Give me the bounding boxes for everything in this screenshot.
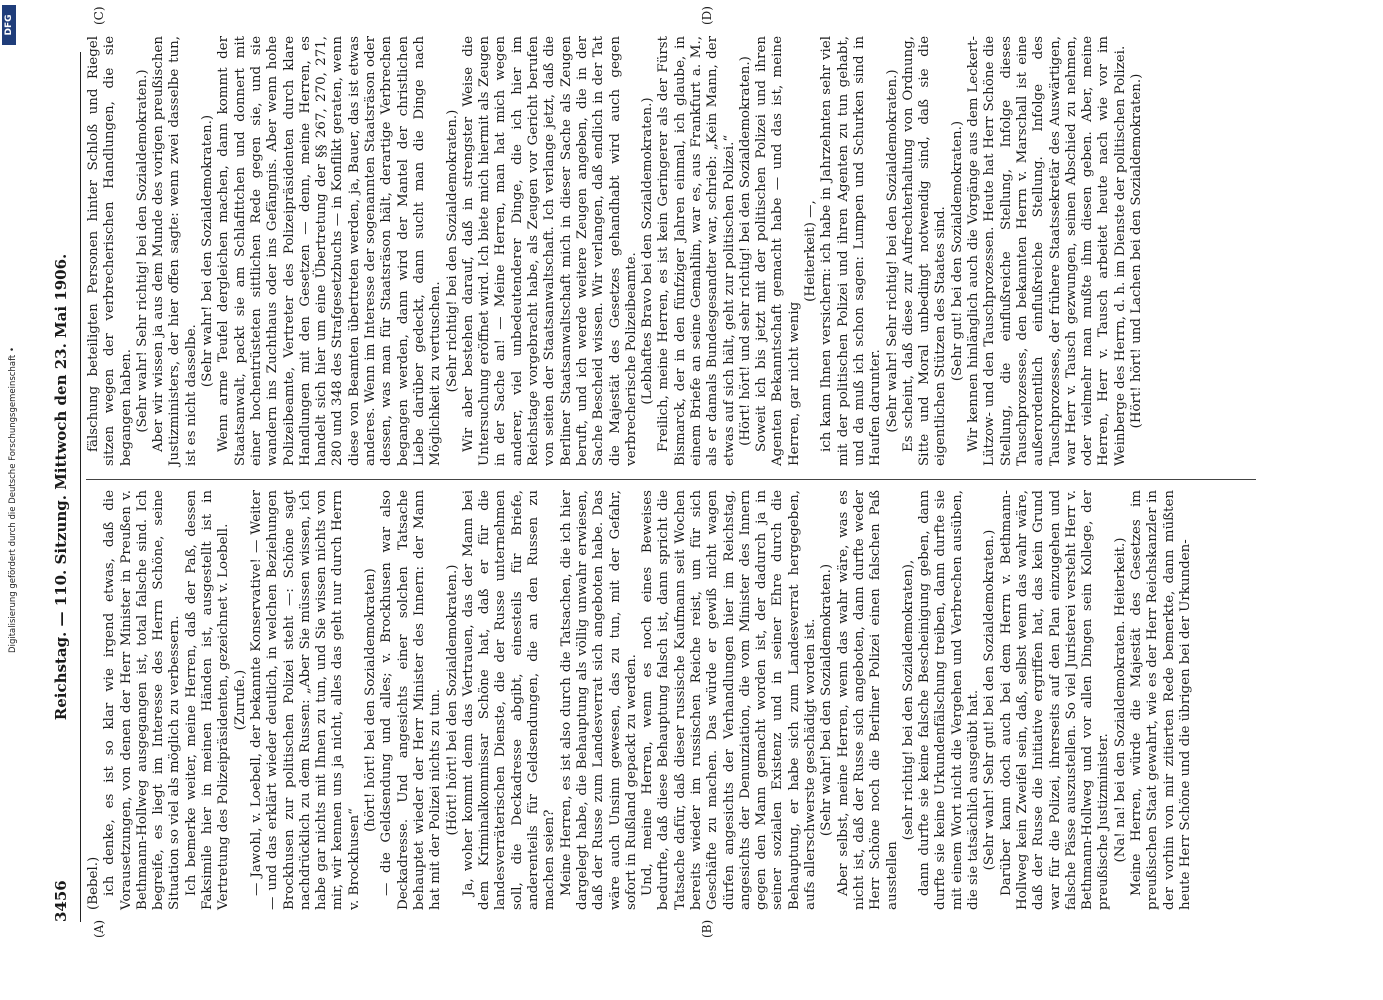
paragraph: (Sehr wahr! Sehr richtig! bei den Sozialdemokraten.) [134, 69, 150, 433]
dfg-logo: DFG [2, 5, 16, 45]
digitization-note [8, 0, 18, 1000]
left-text-column [86, 490, 1194, 910]
paragraph: Ja, woher kommt denn das Vertrauen, das der Mann bei dem Kriminalkommissar Schöne hat, daß er für die landesverräterischen Dienste, die der Russe unternehmen soll, die Deckadresse abgibt, einesteils für Briefe, anderenteils für Geldsendungen, die an den Russen zu machen seien? [460, 490, 558, 910]
paragraph: (Na! na! bei den Sozialdemokraten. Heiterkeit.) [1112, 537, 1128, 863]
paragraph: Soweit ich bis jetzt mit der politischen Polizei und ihren Agenten Bekanntschaft gemacht habe — und das ist, meine Herren, gar nicht wenig [754, 36, 802, 466]
margin-mark-d: (D) [700, 6, 714, 25]
paragraph: (Sehr wahr! Sehr gut! bei den Sozialdemokraten.) [982, 529, 998, 871]
margin-mark-a: (A) [92, 919, 106, 938]
header-rule [80, 52, 81, 922]
page-number: 3456 [52, 880, 70, 922]
paragraph: (Hört! hört! und sehr richtig! bei den Sozialdemokraten.) [737, 56, 753, 446]
paragraph: (Sehr wahr! Sehr richtig! bei den Sozialdemokraten.) [884, 69, 900, 433]
paragraph: Meine Herren, würde die Majestät des Gesetzes im preußischen Staat gewahrt, wie es der Herr Reichskanzler in der vorhin von mir zitierten Rede bemerkte, dann müßten heute Herr Schöne und die übrigen bei der Urkunden- [1129, 490, 1193, 910]
paragraph: (Lebhaftes Bravo bei den Sozialdemokraten.) [640, 97, 656, 405]
paragraph: Wir kennen hinlänglich auch die Vorgänge aus dem Leckert-Lützow- und den Tauschprozessen. Heute hat Herr Schöne die Stellung, die einflußreiche Stellung, Infolge dieses Tauschprozesses, den bekannten Herrn v. Marschall ist eine außerordentlich einflußreiche Stellung. Infolge des Tauschprozesses, der frühere Staatssekretär des Auswärtigen, war Herr v. Tausch gezwungen, seinen Abschied zu nehmen, oder vielmehr man mußte ihm diesen geben. Aber, meine Herren, Herr v. Tausch arbeitet heute nach wie vor im Weinberge des Herrn, d. h. im Dienste der politischen Polizei. [966, 36, 1128, 466]
paragraph: Freilich, meine Herren, es ist kein Geringerer als der Fürst Bismarck, der in den fünfziger Jahren einmal, ich glaube, in einem Briefe an seine Gemahlin, war es, aus Frankfurt a. M., als er damals Bundesgesandter war, schrieb: „Kein Mann, der etwas auf sich hält, geht zur politischen Polizei.“ [656, 36, 737, 466]
paragraph: (Sehr wahr! bei den Sozialdemokraten.) [819, 563, 835, 837]
paragraph: Meine Herren, es ist also durch die Tatsachen, die ich hier dargelegt habe, die Behauptung als völlig unwahr erwiesen, daß der Russe zum Landesverrat sich angeboten habe. Das wäre auch Unsinn gewesen, das zu tun, mit der Gefahr, sofort in Rußland gepackt zu werden. [558, 490, 639, 910]
paragraph: ich denke, es ist so klar wie irgend etwas, daß die Vorausetzungen, von denen der Herr Minister in Preußen v. Bethmann-Hollweg ausgegangen ist, total falsche sind. Ich begreife, es liegt im Interesse des Herrn Schöne, seine Situation so viel als möglich zu verbessern. [102, 490, 183, 910]
paragraph: Darüber kann doch auch bei dem Herrn v. Bethmann-Hollweg kein Zweifel sein, daß, selbst wenn das wahr wäre, daß der Russe die Initiative ergriffen hat, das kein Grund war für die Polizei, ihrerseits auf den Plan einzugehen und falsche Pässe auszustellen. So viel Juristerei versteht Herr v. Bethmann-Hollweg und vor allen Dingen sein Kollege, der preußische Justizminister. [998, 490, 1112, 910]
paragraph: (Sehr wahr! bei den Sozialdemokraten.) [200, 114, 216, 388]
paragraph: — die Geldsendung und alles; v. Brockhusen war also Deckadresse. Und angesichts einer solchen Tatsache behauptet wieder der Herr Minister des Innern: der Mann hat mit der Polizei nichts zu tun. [379, 490, 444, 910]
paragraph: (hört! hört! bei den Sozialdemokraten) [363, 568, 379, 832]
paragraph: Und, meine Herren, wenn es noch eines Beweises bedurfte, daß diese Behauptung falsch ist, dann spricht die Tatsache dafür, daß dieser russische Kaufmann seit Wochen bereits wieder im russischen Reiche reist, um für sich Geschäfte zu machen. Das würde er gewiß nicht wagen dürfen angesichts der Verhandlungen hier im Reichstag, angesichts der Denunziation, die vom Minister des Innern gegen den Mann gemacht worden ist, der dadurch ja in seiner sozialen Existenz und in seiner Ehre durch die Behauptung, er habe sich zum Landesverrat hergegeben, aufs allerschwerste geschädigt worden ist. [640, 490, 819, 910]
paragraph: Wir aber bestehen darauf, daß in strengster Weise die Untersuchung eröffnet wird. Ich biete mich hiermit als Zeugen in der Sache an! — Meine Herren, man hat mich wegen anderer, viel unbedeutenderer Dinge, die ich hier im Reichstage vorgebracht habe, als Zeugen vor Gericht berufen von seiten der Staatsanwaltschaft. Ich verlange jetzt, daß die Berliner Staatsanwaltschaft mich in dieser Sache als Zeugen beruft, und ich werde weitere Zeugen angeben, die in der Sache Bescheid wissen. Wir verlangen, daß endlich in der Tat die Majestät des Gesetzes gehandhabt wird auch gegen verbrecherische Polizeibeamte. [460, 36, 639, 466]
margin-mark-c: (C) [92, 6, 106, 25]
digitization-note-text: Digitalisierung gefördert durch die Deutsche Forschungsgemeinschaft • [8, 347, 18, 653]
paragraph: — Jawohl, v. Loebell, der bekannte Konservative! — Weiter — und das erklärt wieder deutlich, in welchen Beziehungen Brockhusen zur politischen Polizei steht —: Schöne sagt nachdrücklich zu dem Russen: „Aber Sie müssen wissen, ich habe gar nichts mit Ihnen zu tun, und Sie wissen nichts von mir, wir kennen uns ja nicht, alles das geht nur durch Herrn v. Brockhusen“ [248, 490, 362, 910]
paragraph: Ich bemerke weiter, meine Herren, daß der Paß, dessen Faksimile hier in meinen Händen ist, ausgestellt ist in Vertretung des Polizeipräsidenten, gezeichnet v. Loebell. [183, 490, 232, 910]
paragraph: ich kann Ihnen versichern: ich habe in Jahrzehnten sehr viel mit der politischen Polizei und ihren Agenten zu tun gehabt, und da muß ich schon sagen: Lumpen und Schurken sind in Haufen darunter. [819, 36, 884, 466]
paragraph: dann durfte sie keine falsche Bescheinigung geben, dann durfte sie keine Urkundenfälschung treiben, dann durfte sie mit einem Wort nicht die Vergehen und Verbrechen ausüben, die sie tatsächlich ausgeübt hat. [917, 490, 982, 910]
column-divider [86, 479, 1256, 480]
paragraph: (Bebel.) [86, 856, 101, 910]
paragraph: (sehr richtig! bei den Sozialdemokraten), [900, 559, 916, 841]
margin-mark-b: (B) [700, 919, 714, 938]
session-title: Reichstag. — 110. Sitzung. Mittwoch den 23. Mai 1906. [52, 253, 70, 721]
paragraph: (Sehr richtig! bei den Sozialdemokraten.) [444, 109, 460, 393]
paragraph: Aber selbst, meine Herren, wenn das wahr wäre, was es nicht ist, daß der Russe sich angeboten, dann durfte weder Herr Schöne noch die Berliner Polizei einen falschen Paß ausstellen [835, 490, 900, 910]
paragraph: (Hört! hört! bei den Sozialdemokraten.) [444, 564, 460, 836]
paragraph: (Hört! hört! und Lachen bei den Sozialdemokraten.) [1129, 73, 1144, 429]
paragraph: Wenn arme Teufel dergleichen machen, dann kommt der Staatsanwalt, packt sie am Schlafittchen und donnert mit einer hochentrüsteten sittlichen Rede gegen sie, und sie wandern ins Zuchthaus oder ins Gefängnis. Aber wenn hohe Polizeibeamte, Vertreter des Polizeipräsidenten durch klare Handlungen mit den Gesetzen — denn, meine Herren, es handelt sich hier um eine Übertretung der §§ 267, 270, 271, 280 und 348 des Strafgesetzbuchs — in Konflikt geraten, wenn diese von Beamten übertreten werden, ja, Bauer, das ist etwas anderes. Wenn im Interesse der sogenannten Staatsräson oder dessen, was man für Staatsräson hält, derartige Verbrechen begangen werden, dann wird der Mantel der christlichen Liebe darüber gedeckt, dann sucht man die Dinge nach Möglichkeit zu vertuschen. [216, 36, 444, 466]
paragraph: (Sehr gut! bei den Sozialdemokraten.) [949, 120, 965, 382]
paragraph: fälschung beteiligten Personen hinter Schloß und Riegel sitzen wegen der verbrecherischen Handlungen, die sie begangen haben. [86, 36, 134, 466]
page-header [52, 52, 78, 922]
right-text-column [86, 36, 1145, 466]
paragraph: (Heiterkeit) —, [803, 200, 819, 302]
paragraph: Aber wir wissen ja aus dem Munde des vorigen preußischen Justizministers, der hier offen sagte: wenn zwei dasselbe tun, ist es nicht dasselbe. [151, 36, 199, 466]
paragraph: (Zurufe.) [232, 669, 248, 731]
paragraph: Es scheint, daß diese zur Aufrechterhaltung von Ordnung, Sitte und Moral unbedingt notwendig sind, daß sie die eigentlichen Stützen des Staates sind. [900, 36, 949, 466]
